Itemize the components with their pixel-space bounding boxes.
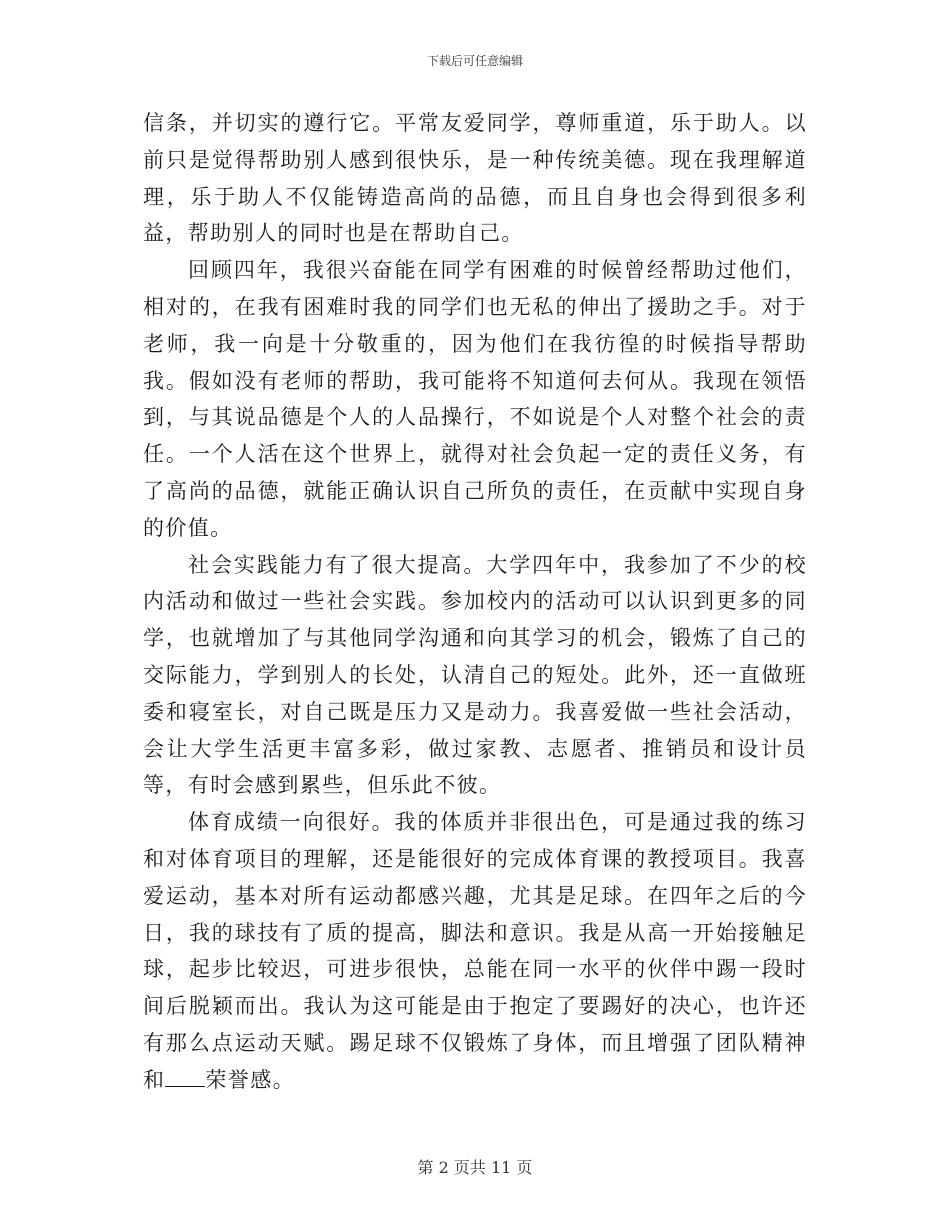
paragraph-3: 社会实践能力有了很大提高。大学四年中，我参加了不少的校内活动和做过一些社会实践。参加校内的活动可以认识到更多的同学，也就增加了与其他同学沟通和向其学习的机会，锻炼了自己的交际能力，学到别人的长处，认清自己的短处。此外，还一直做班委和寝室长，对自己既是压力又是动力。我喜爱做一些社会活动，会让大学生活更丰富多彩，做过家教、志愿者、推销员和设计员等，有时会感到累些，但乐此不彼。 bbox=[143, 552, 807, 798]
fill-in-blank bbox=[165, 1068, 205, 1087]
page-number: 第 2 页共 11 页 bbox=[417, 1158, 533, 1177]
page-header: 下载后可任意编辑 bbox=[426, 54, 523, 68]
paragraph-1: 信条，并切实的遵行它。平常友爱同学，尊师重道，乐于助人。以前只是觉得帮助别人感到很快乐，是一种传统美德。现在我理解道理，乐于助人不仅能铸造高尚的品德，而且自身也会得到很多利益，帮助别人的同时也是在帮助自己。 bbox=[143, 111, 807, 246]
paragraph-4-ending: 荣誉感。 bbox=[205, 1067, 296, 1092]
paragraph-2: 回顾四年，我很兴奋能在同学有困难的时候曾经帮助过他们，相对的，在我有困难时我的同学们也无私的伸出了援助之手。对于老师，我一向是十分敬重的，因为他们在我彷徨的时候指导帮助我。假如没有老师的帮助，我可能将不知道何去何从。我现在领悟到，与其说品德是个人的人品操行，不如说是个人对整个社会的责任。一个人活在这个世界上，就得对社会负起一定的责任义务，有了高尚的品德，就能正确认识自己所负的责任，在贡献中实现自身的价值。 bbox=[143, 258, 807, 540]
paragraph-4 bbox=[143, 804, 807, 1098]
paragraph-4-text: 体育成绩一向很好。我的体质并非很出色，可是通过我的练习和对体育项目的理解，还是能很好的完成体育课的教授项目。我喜爱运动，基本对所有运动都感兴趣，尤其是足球。在四年之后的今日，我的球技有了质的提高，脚法和意识。我是从高一开始接触足球，起步比较迟，可进步很快，总能在同一水平的伙伴中踢一段时间后脱颖而出。我认为这可能是由于抱定了要踢好的决心，也许还有那么点运动天赋。踢足球不仅锻炼了身体，而且增强了团队精神和 bbox=[143, 810, 807, 1092]
document-body bbox=[143, 105, 807, 1099]
